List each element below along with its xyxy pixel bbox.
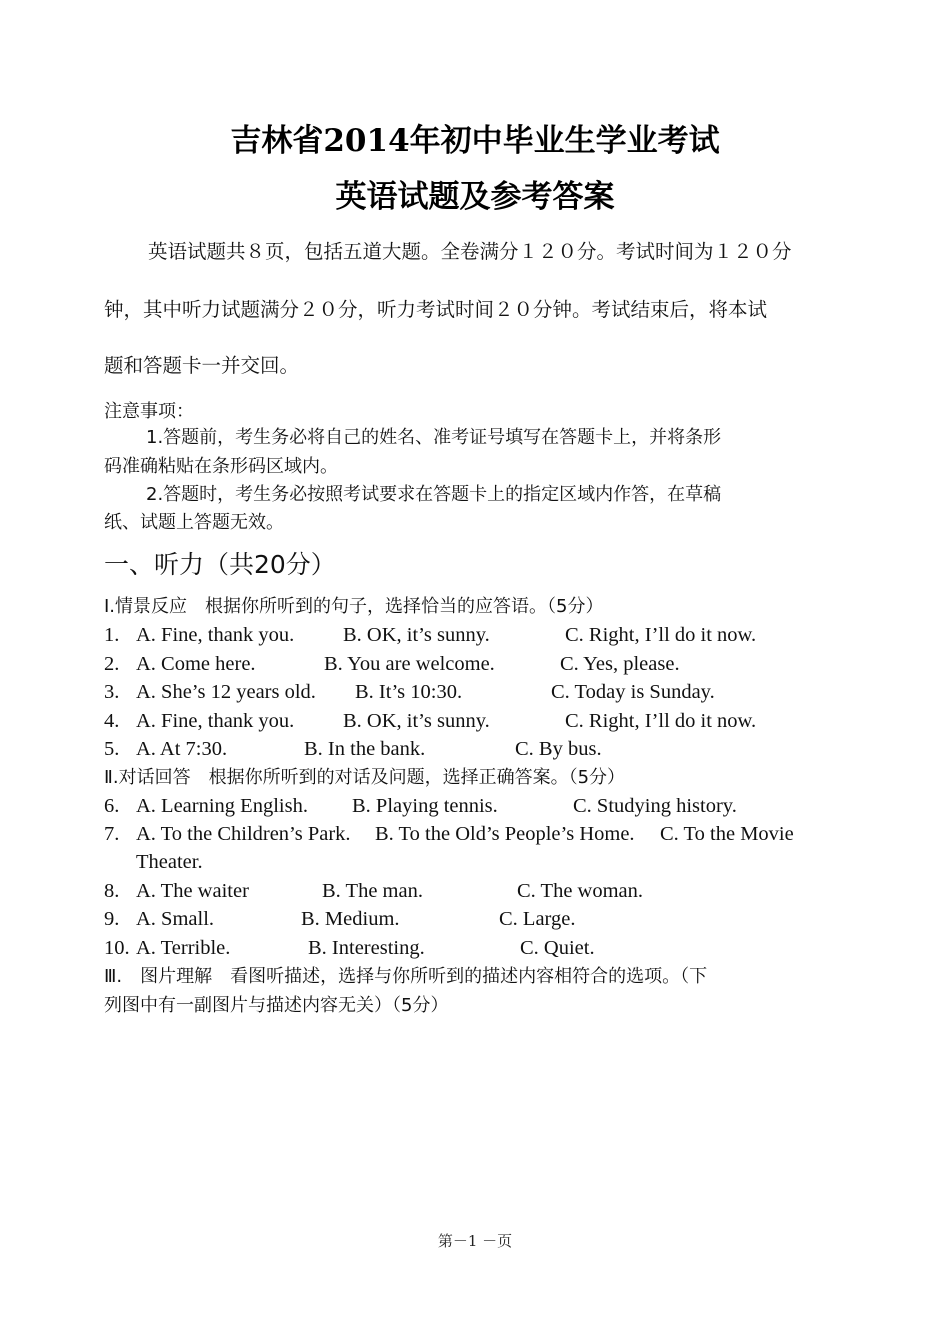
note-2-line-1: 2.答题时，考生务必按照考试要求在答题卡上的指定区域内作答，在草稿	[146, 484, 722, 505]
option-b: B. Medium.	[301, 908, 400, 930]
part-3-instruction-line-1: Ⅲ. 图片理解 看图听描述，选择与你所听到的描述内容相符合的选项。（下	[104, 966, 708, 987]
question-number: 6.	[104, 795, 120, 817]
part-3-instruction-line-2: 列图中有一副图片与描述内容无关）（5分）	[104, 995, 449, 1016]
option-c: C. To the Movie	[660, 823, 794, 845]
option-a: A. At 7:30.	[136, 738, 228, 760]
option-c: C. Right, I’ll do it now.	[565, 710, 757, 732]
option-a: A. Small.	[136, 908, 215, 930]
option-c: C. Right, I’ll do it now.	[565, 624, 757, 646]
question-number: 8.	[104, 880, 120, 902]
option-b: B. OK, it’s sunny.	[343, 624, 490, 646]
option-b: B. To the Old’s People’s Home.	[375, 823, 635, 845]
intro-line-3: 题和答题卡一并交回。	[104, 354, 300, 377]
option-b: B. You are welcome.	[324, 653, 495, 675]
exam-subtitle: 英语试题及参考答案	[335, 179, 615, 215]
option-a: A. She’s 12 years old.	[136, 681, 316, 703]
part-1-instruction: Ⅰ.情景反应 根据你所听到的句子，选择恰当的应答语。（5分）	[104, 596, 604, 617]
option-b: B. It’s 10:30.	[355, 681, 463, 703]
question-number: 2.	[104, 653, 120, 675]
question-number: 3.	[104, 681, 120, 703]
question-number: 1.	[104, 624, 120, 646]
option-c: C. Large.	[499, 908, 576, 930]
question-number: 7.	[104, 823, 120, 845]
option-c: C. Studying history.	[573, 795, 737, 817]
question-number: 9.	[104, 908, 120, 930]
option-c: C. By bus.	[515, 738, 602, 760]
option-c: C. Quiet.	[520, 937, 595, 959]
option-b: B. The man.	[322, 880, 423, 902]
option-a: A. Fine, thank you.	[136, 624, 295, 646]
option-a: A. To the Children’s Park.	[136, 823, 351, 845]
option-c: C. Yes, please.	[560, 653, 680, 675]
intro-line-1: 英语试题共８页，包括五道大题。全卷满分１２０分。考试时间为１２０分	[148, 240, 792, 263]
page-number-footer: 第－1 －页	[437, 1232, 513, 1250]
option-c-continuation: Theater.	[136, 851, 203, 873]
option-c: C. Today is Sunday.	[551, 681, 715, 703]
option-a: A. The waiter	[136, 880, 249, 902]
option-a: A. Terrible.	[136, 937, 231, 959]
note-1-line-2: 码准确粘贴在条形码区域内。	[104, 456, 338, 477]
option-a: A. Come here.	[136, 653, 256, 675]
question-number: 10.	[104, 937, 130, 959]
question-number: 4.	[104, 710, 120, 732]
part-2-instruction: Ⅱ.对话回答 根据你所听到的对话及问题，选择正确答案。（5分）	[104, 767, 626, 788]
option-a: A. Fine, thank you.	[136, 710, 295, 732]
notes-heading: 注意事项：	[104, 401, 194, 422]
option-a: A. Learning English.	[136, 795, 308, 817]
intro-line-2: 钟，其中听力试题满分２０分，听力考试时间２０分钟。考试结束后，将本试	[104, 298, 768, 321]
option-c: C. The woman.	[517, 880, 644, 902]
option-b: B. OK, it’s sunny.	[343, 710, 490, 732]
note-2-line-2: 纸、试题上答题无效。	[104, 512, 284, 533]
section-heading-listening: 一、听力（共20分）	[104, 550, 336, 579]
option-b: B. In the bank.	[304, 738, 426, 760]
option-b: B. Playing tennis.	[352, 795, 498, 817]
question-number: 5.	[104, 738, 120, 760]
option-b: B. Interesting.	[308, 937, 425, 959]
exam-title: 吉林省2014年初中毕业生学业考试	[230, 123, 720, 159]
note-1-line-1: 1.答题前，考生务必将自己的姓名、准考证号填写在答题卡上，并将条形	[146, 427, 722, 448]
